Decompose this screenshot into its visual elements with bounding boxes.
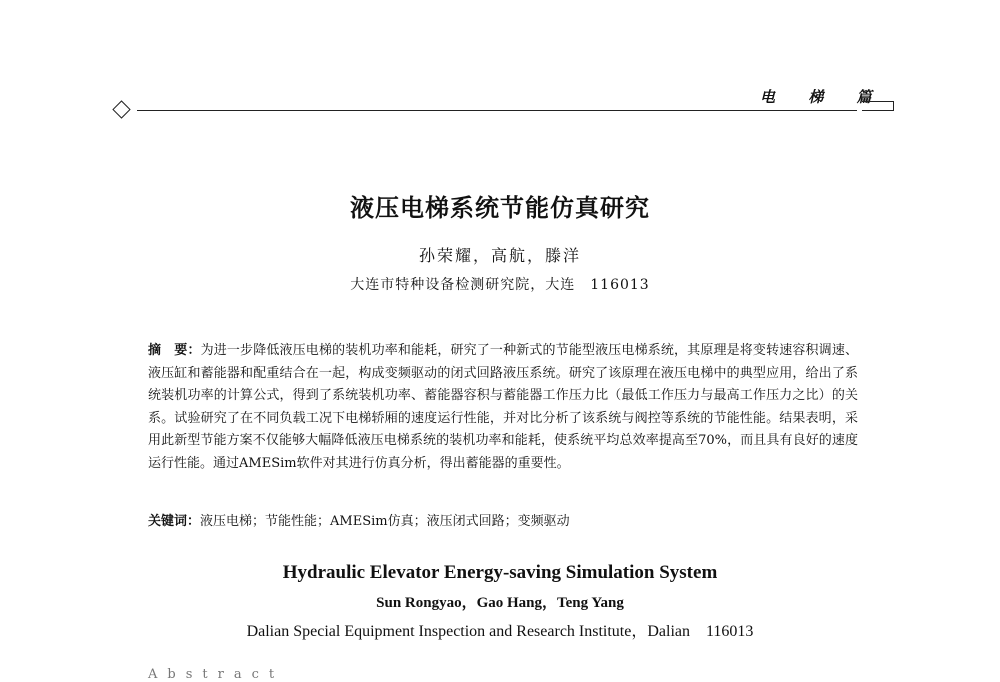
keywords-label: 关键词： xyxy=(148,514,201,529)
affiliation-en: Dalian Special Equipment Inspection and Research Institute，Dalian 116013 xyxy=(246,623,754,640)
abstract-label: 摘 要： xyxy=(148,343,201,358)
header-rule-tail xyxy=(862,101,894,111)
abstract-text: 为进一步降低液压电梯的装机功率和能耗，研究了一种新式的节能型液压电梯系统，其原理是将变转速容积调速、液压缸和蓄能器和配重结合在一起，构成变频驱动的闭式回路液压系统。研究了该原理在液压电梯中的典型应用，给出了系统装机功率的计算公式，得到了系统装机功率、蓄能器容积与蓄能器工作压力比（最低工作压力与最高工作压力之比）的关系。试验研究了在不同负载工况下电梯轿厢的速度运行性能，并对比分析了该系统与阀控等系统的节能性能。结果表明，采用此新型节能方案不仅能够大幅降低液压电梯系统的装机功率和能耗，使系统平均总效率提高至70%，而且具有良好的速度运行性能。通过AMESim软件对其进行仿真分析，得出蓄能器的重要性。 xyxy=(148,343,858,471)
authors-en: Sun Rongyao，Gao Hang，Teng Yang xyxy=(376,595,624,611)
affiliation-cn: 大连市特种设备检测研究院，大连 116013 xyxy=(350,277,650,293)
keywords-text: 液压电梯；节能性能；AMESim仿真；液压闭式回路；变频驱动 xyxy=(200,514,570,529)
authors-cn: 孙荣耀，高航，滕洋 xyxy=(418,246,581,265)
diamond-ornament-icon xyxy=(112,100,130,118)
paper-title-en: Hydraulic Elevator Energy-saving Simulation System xyxy=(282,562,718,583)
header-rule xyxy=(137,110,857,111)
keywords-cn xyxy=(148,512,858,532)
section-header-label: 电 梯 篇 xyxy=(760,88,886,106)
paper-title-cn: 液压电梯系统节能仿真研究 xyxy=(350,194,650,222)
cut-off-text-line: Abstract xyxy=(148,667,285,682)
abstract-cn xyxy=(148,340,858,475)
